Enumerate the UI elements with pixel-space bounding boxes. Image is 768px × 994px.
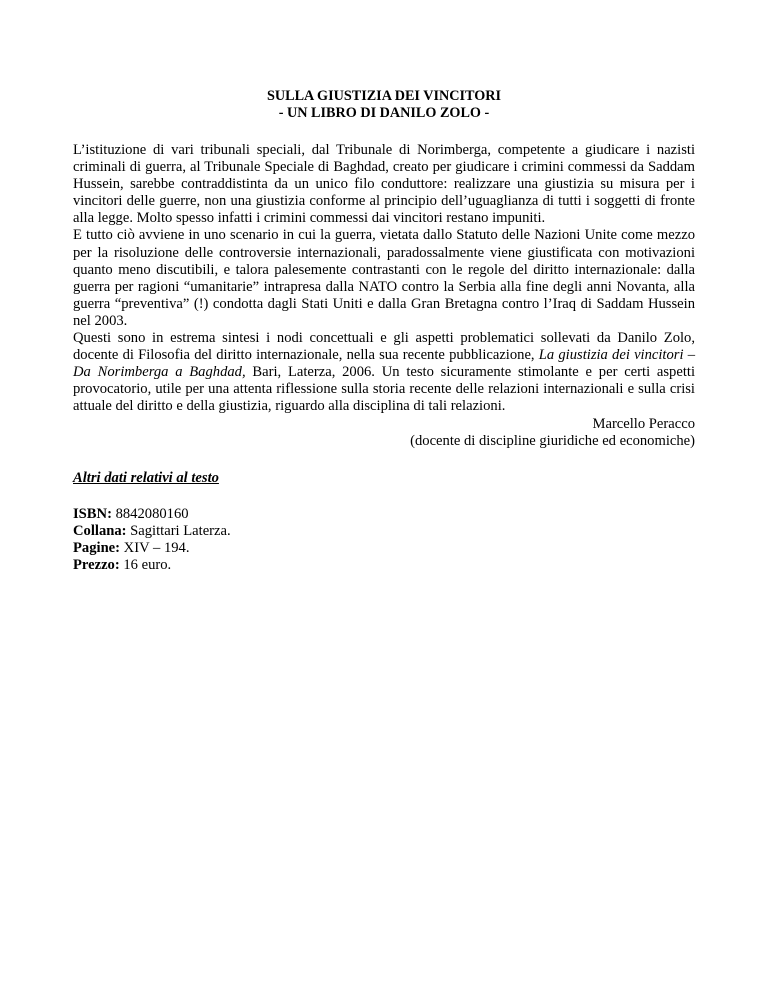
paragraph-3-intro: Questi sono in estrema sintesi i nodi concettuali e gli aspetti problematici sollevati da Danilo Zolo, docente di Filosofia del diritto internazionale, nella sua recente pubblicazione,: [73, 330, 695, 364]
signature-name: Marcello Peracco: [592, 415, 695, 432]
signature-role: (docente di discipline giuridiche ed economiche): [410, 432, 695, 449]
book-title: La giustizia dei vincitori – Da Norimberga a Baghdad,: [73, 347, 695, 381]
paragraph-3: [73, 330, 695, 415]
paragraph-1: L’istituzione di vari tribunali speciali, dal Tribunale di Norimberga, competente a giudicare i nazisti criminali di guerra, al Tribunale Speciale di Baghdad, creato per giudicare i crimini commessi da Saddam Hussein, sarebbe contraddistinta da un unico filo conduttore: realizzare una giustizia su misura per i vincitori delle guerre, non una giustizia conforme al principio dell’uguaglianza di tutti i soggetti di fronte alla legge. Molto spesso infatti i crimini commessi dai vincitori restano impuniti.: [73, 142, 695, 227]
isbn-value: 8842080160: [111, 505, 189, 522]
paragraph-2: E tutto ciò avviene in uno scenario in cui la guerra, vietata dallo Statuto delle Nazioni Unite come mezzo per la risoluzione delle controversie internazionali, paradossalmente viene giustificata con motivazioni quanto meno discutibili, e talora palesemente contrastanti con le regole del diritto internazionale: dalla guerra per ragioni “umanitarie” intrapresa dalla NATO contro la Serbia alla fine degli anni Novanta, alla guerra “preventiva” (!) condotta dagli Stati Uniti e dalla Gran Bretagna contro l’Iraq di Saddam Hussein nel 2003.: [73, 227, 695, 329]
isbn-label: ISBN:: [73, 505, 112, 522]
article-body: [73, 142, 695, 416]
pagine-row: [73, 540, 695, 557]
prezzo-label: Prezzo:: [73, 557, 120, 574]
collana-value: Sagittari Laterza.: [126, 522, 231, 539]
title-line-2: - UN LIBRO DI DANILO ZOLO -: [278, 105, 490, 121]
prezzo-value: 16 euro.: [119, 557, 172, 574]
collana-row: [73, 523, 695, 540]
document-page: [73, 88, 695, 574]
prezzo-row: [73, 557, 695, 574]
collana-label: Collana:: [73, 522, 127, 539]
pagine-label: Pagine:: [73, 539, 121, 556]
pagine-value: XIV – 194.: [120, 539, 190, 556]
isbn-row: [73, 506, 695, 523]
book-info-heading: Altri dati relativi al testo: [73, 469, 219, 486]
paragraph-3-outro: Bari, Laterza, 2006. Un testo sicuramente stimolante e per certi aspetti provocatorio, utile per una attenta riflessione sulla storia recente delle relazioni internazionali e sulla crisi attuale del diritto e della giustizia, riguardo alla disciplina di tali relazioni.: [73, 364, 695, 415]
document-title: [73, 88, 695, 122]
book-info-list: [73, 506, 695, 574]
title-line-1: SULLA GIUSTIZIA DEI VINCITORI: [266, 88, 502, 104]
